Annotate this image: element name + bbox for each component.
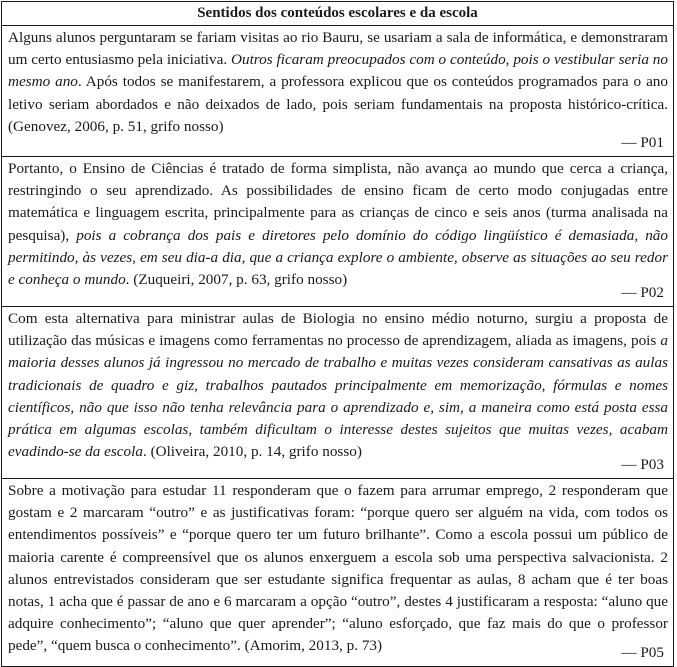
row-code: — P05 bbox=[621, 643, 664, 661]
table-row bbox=[2, 307, 673, 479]
quote-segment: Sobre a motivação para estudar 11 responderam que o fazem para arrumar emprego, 2 responderam que gostam e 2 marcaram “outro” e as justificativas foram: “porque quero ser alguém na vida, com todos os entendimentos possíveis” e “porque quero ter um futuro brilhante”. Como a escola possui um público de maioria carente é compreensível que os alunos enxerguem a escola sob uma perspectiva salvacionista. 2 alunos entrevistados consideram que ser estudante significa frequentar as aulas, 8 acham que é ter boas notas, 1 acha que é passar de ano e 6 marcaram a opção “outro”, destes 4 justificaram a resposta: “aluno que adquire conhecimento”; “aluno que quer aprender”; “aluno esforçado, que faz mais do que o professor pede”, “quem busca o conhecimento”. (Amorim, 2013, p. 73) bbox=[8, 482, 668, 655]
quote-segment: . (Zuqueiri, 2007, p. 63, grifo nosso) bbox=[125, 271, 348, 289]
table-row bbox=[2, 479, 673, 666]
row-code: — P03 bbox=[621, 455, 664, 473]
quote-segment: Com esta alternativa para ministrar aulas de Biologia no ensino médio noturno, surgiu a proposta de utilização das músicas e imagens como ferramentas no processo de aprendizagem, aliada as imagens, pois bbox=[8, 310, 668, 350]
row-code: — P02 bbox=[621, 283, 664, 301]
table-row bbox=[2, 26, 673, 157]
quote-segment: Portanto, o Ensino de Ciências é tratado de forma simplista, não avança ao mundo que cerca a criança, restringindo o seu aprendizado. As possibilidades de ensino ficam de certo modo conjugadas entre matemática e linguagem escrita, principalmente para as crianças de cinco e seis anos (turma analisada na pesquisa), bbox=[8, 160, 668, 244]
quote-segment-emphasis: Outros ficaram preocupados com o conteúdo, pois o vestibular seria no mesmo ano bbox=[8, 51, 668, 91]
quote-text bbox=[8, 480, 668, 658]
table-title: Sentidos dos conteúdos escolares e da escola bbox=[2, 2, 673, 26]
quote-segment-emphasis: a maioria desses alunos já ingressou no mercado de trabalho e muitas vezes consideram cansativas as aulas tradicionais de quadro e giz, trabalhos pautados principalmente em memorização, fórmulas e nomes científicos, não que isso não tenha relevância para o aprendizado e, sim, a maneira como está posta essa prática em algumas escolas, também dificultam o interesse destes sujeitos que muitas vezes, acabam evadindo-se da escola bbox=[8, 332, 668, 461]
quote-segment: . Após todos se manifestarem, a professora explicou que os conteúdos programados para o ano letivo seriam abordados e não deixados de lado, pois seriam fundamentais na proposta histórico-crítica. (Genovez, 2006, p. 51, grifo nosso) bbox=[8, 73, 668, 135]
quote-text bbox=[8, 308, 668, 463]
row-code: — P01 bbox=[621, 133, 664, 151]
quote-segment-emphasis: pois a cobrança dos pais e diretores pelo domínio do código lingüístico é demasiada, não permitindo, às vezes, em seu dia-a dia, que a criança explore o ambiente, observe as situações ao seu redor e conheça o mundo bbox=[8, 226, 668, 289]
quote-text bbox=[8, 27, 668, 138]
quote-text bbox=[8, 158, 668, 291]
quote-segment: Alguns alunos perguntaram se fariam visitas ao rio Bauru, se usariam a sala de informática, e demonstraram um certo entusiasmo pela iniciativa. bbox=[8, 29, 668, 69]
table-row bbox=[2, 157, 673, 307]
quotes-table bbox=[1, 1, 674, 667]
quote-segment: . (Oliveira, 2010, p. 14, grifo nosso) bbox=[142, 443, 362, 461]
